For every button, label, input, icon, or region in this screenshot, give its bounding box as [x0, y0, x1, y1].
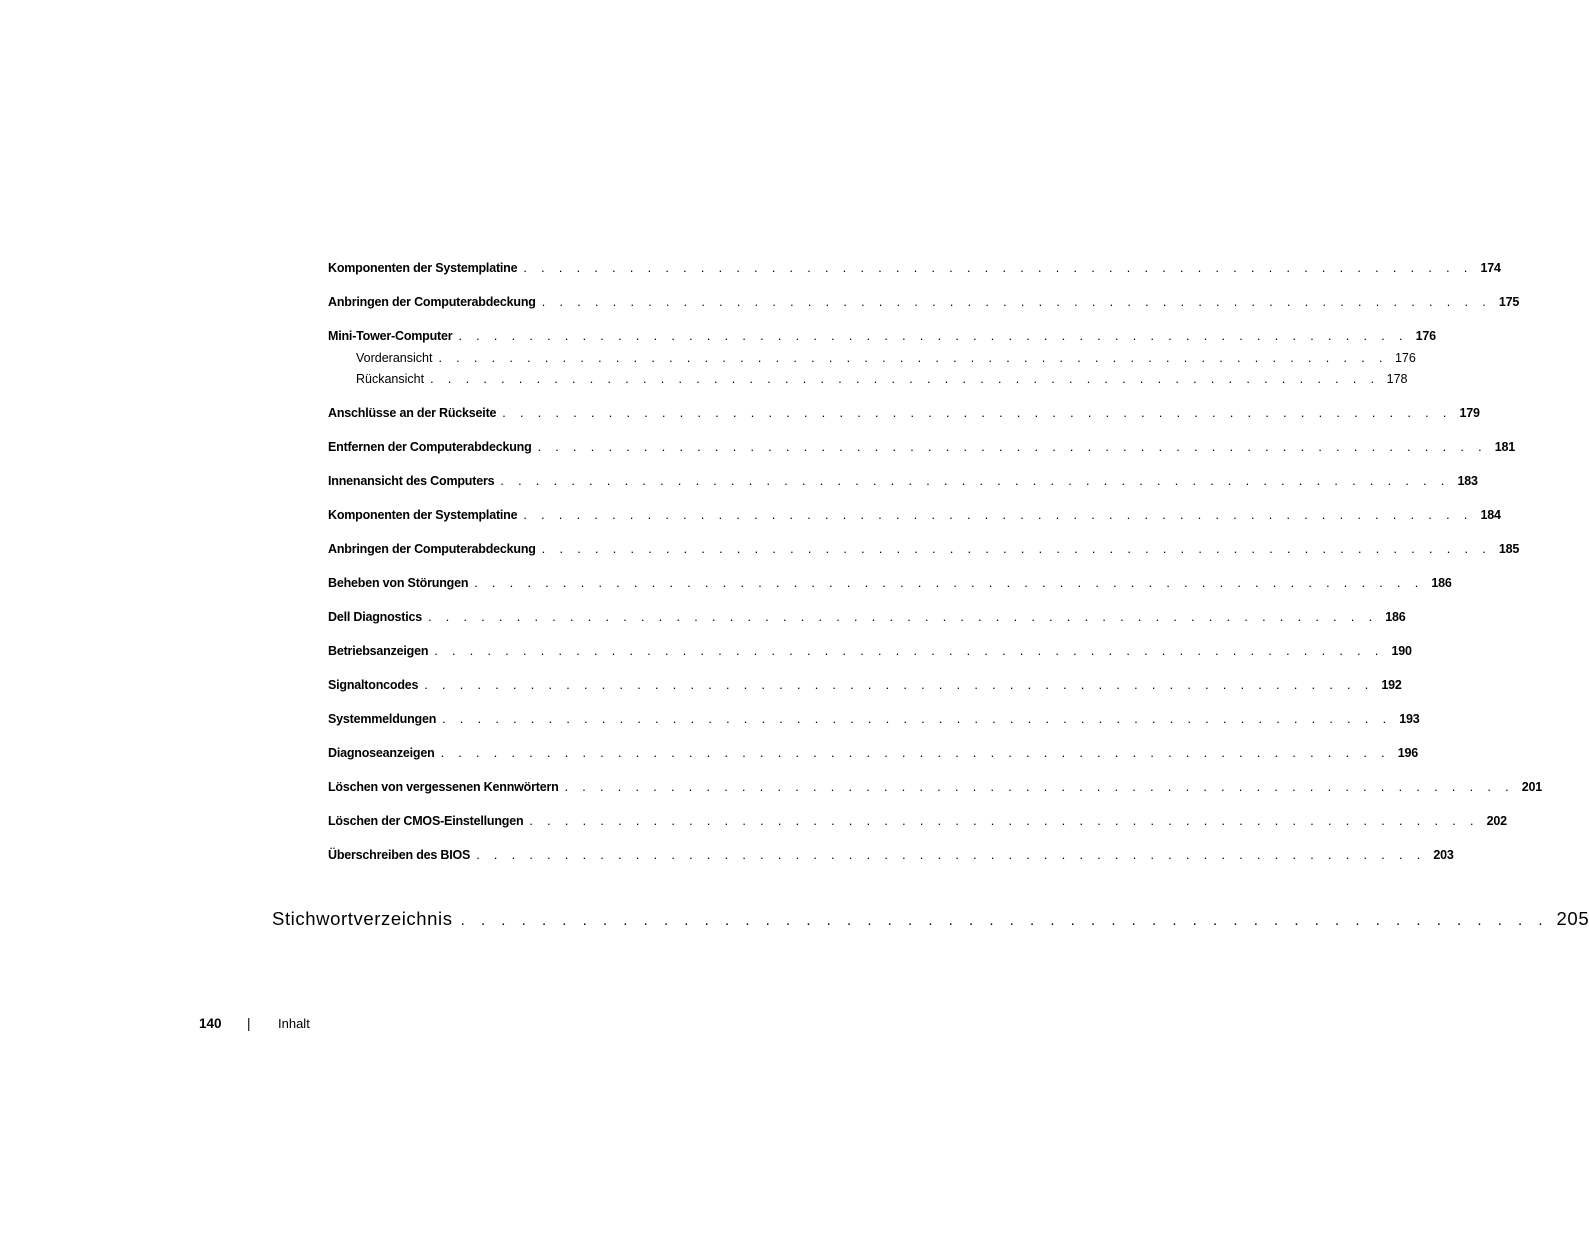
toc-entry-page: 181 — [1494, 440, 1515, 454]
toc-entry[interactable] — [328, 846, 1454, 864]
dot-leader: . . . . . . . . . . . . . . . . . . . . . . . . . . . . . . . . . . . . . . . . . . . . . . . . . . . . . . — [541, 295, 1492, 309]
toc-entry[interactable] — [328, 710, 1420, 728]
dot-leader: . . . . . . . . . . . . . . . . . . . . . . . . . . . . . . . . . . . . . . . . . . . . . . . . . . . . . . — [476, 848, 1426, 862]
toc-entry-page: 185 — [1498, 542, 1520, 556]
toc-entry-title: Innenansicht des Computers — [328, 474, 495, 488]
chapter-page-number: 205 — [1556, 908, 1589, 929]
toc-entry-title: Überschreiben des BIOS — [328, 848, 471, 862]
toc-entry-title: Dell Diagnostics — [328, 610, 423, 624]
toc-entry-title: Mini-Tower-Computer — [328, 329, 453, 343]
toc-entry-page: 192 — [1381, 678, 1402, 692]
dot-leader: . . . . . . . . . . . . . . . . . . . . . . . . . . . . . . . . . . . . . . . . . . . . . . . . . . . . . . — [474, 576, 1424, 590]
toc-entry-title: Komponenten der Systemplatine — [328, 508, 518, 522]
toc-entry-title: Anbringen der Computerabdeckung — [328, 295, 536, 309]
dot-leader: . . . . . . . . . . . . . . . . . . . . . . . . . . . . . . . . . . . . . . . . . . . . . . . . . . . . . . — [529, 814, 1479, 828]
toc-entry-page: 202 — [1486, 814, 1507, 828]
toc-subentry[interactable] — [328, 349, 1416, 367]
footer-section-label: Inhalt — [278, 1016, 310, 1031]
toc-entry-page: 186 — [1431, 576, 1452, 590]
toc-subentry-page: 178 — [1386, 372, 1408, 386]
dot-leader: . . . . . . . . . . . . . . . . . . . . . . . . . . . . . . . . . . . . . . . . . . . . . . . . . . . . . . — [430, 372, 1380, 386]
dot-leader: . . . . . . . . . . . . . . . . . . . . . . . . . . . . . . . . . . . . . . . . . . . . . . . . . . . . . . — [442, 712, 1392, 726]
dot-leader: . . . . . . . . . . . . . . . . . . . . . . . . . . . . . . . . . . . . . . . . . . . . . . . . . . . . . . — [523, 261, 1473, 275]
dot-leader: . . . . . . . . . . . . . . . . . . . . . . . . . . . . . . . . . . . . . . . . . . . . . . . . . . . . . . — [500, 474, 1450, 488]
toc-entry-page: 175 — [1498, 295, 1520, 309]
toc-entry-title: Entfernen der Computerabdeckung — [328, 440, 532, 454]
dot-leader: . . . . . . . . . . . . . . . . . . . . . . . . . . . . . . . . . . . . . . . . . . . . . . . . . . . . . . — [434, 644, 1384, 658]
dot-leader: . . . . . . . . . . . . . . . . . . . . . . . . . . . . . . . . . . . . . . . . . . . . . . . . . . . . . . — [541, 542, 1492, 556]
toc-entry[interactable] — [328, 327, 1436, 345]
toc-entry[interactable] — [328, 472, 1478, 490]
dot-leader: . . . . . . . . . . . . . . . . . . . . . . . . . . . . . . . . . . . . . . . . . . . . . . . . . . . . . . — [537, 440, 1487, 454]
toc-entry-page: 176 — [1415, 329, 1436, 343]
toc-entry-title: Betriebsanzeigen — [328, 644, 429, 658]
toc-entry[interactable] — [328, 259, 1501, 277]
dot-leader: . . . . . . . . . . . . . . . . . . . . . . . . . . . . . . . . . . . . . . . . . . . . . . . . . . . . . . — [438, 351, 1388, 365]
dot-leader: . . . . . . . . . . . . . . . . . . . . . . . . . . . . . . . . . . . . . . . . . . . . . . . . . . . . . . — [460, 912, 1549, 929]
toc-entry[interactable] — [328, 540, 1520, 558]
toc-entry-title: Löschen von vergessenen Kennwörtern — [328, 780, 559, 794]
dot-leader: . . . . . . . . . . . . . . . . . . . . . . . . . . . . . . . . . . . . . . . . . . . . . . . . . . . . . . — [458, 329, 1408, 343]
toc-subentry-title: Vorderansicht — [356, 351, 433, 365]
toc-entry-title: Systemmeldungen — [328, 712, 437, 726]
toc-entry[interactable] — [328, 642, 1412, 660]
toc-subentry-title: Rückansicht — [356, 372, 425, 386]
toc-entry[interactable] — [328, 293, 1520, 311]
toc-entry-title: Komponenten der Systemplatine — [328, 261, 518, 275]
toc-entry-page: 201 — [1521, 780, 1542, 794]
toc-entry-title: Diagnoseanzeigen — [328, 746, 435, 760]
toc-entry[interactable] — [328, 574, 1452, 592]
toc-entry-title: Anbringen der Computerabdeckung — [328, 542, 536, 556]
toc-entry[interactable] — [328, 778, 1542, 796]
toc-entry-page: 179 — [1459, 406, 1480, 420]
toc-entry-page: 193 — [1399, 712, 1420, 726]
toc-subentry[interactable] — [328, 370, 1408, 388]
dot-leader: . . . . . . . . . . . . . . . . . . . . . . . . . . . . . . . . . . . . . . . . . . . . . . . . . . . . . . — [564, 780, 1514, 794]
toc-entry[interactable] — [328, 608, 1406, 626]
toc-entry-title: Signaltoncodes — [328, 678, 419, 692]
chapter-title: Stichwortverzeichnis — [272, 908, 453, 929]
toc-entry-title: Löschen der CMOS-Einstellungen — [328, 814, 524, 828]
toc-subentry-page: 176 — [1394, 351, 1416, 365]
table-of-contents — [328, 259, 1542, 880]
toc-entry[interactable] — [328, 812, 1507, 830]
toc-entry-page: 190 — [1391, 644, 1412, 658]
dot-leader: . . . . . . . . . . . . . . . . . . . . . . . . . . . . . . . . . . . . . . . . . . . . . . . . . . . . . . — [440, 746, 1390, 760]
dot-leader: . . . . . . . . . . . . . . . . . . . . . . . . . . . . . . . . . . . . . . . . . . . . . . . . . . . . . . — [424, 678, 1374, 692]
toc-entry-title: Anschlüsse an der Rückseite — [328, 406, 497, 420]
toc-entry-page: 183 — [1457, 474, 1478, 488]
toc-entry-page: 196 — [1397, 746, 1418, 760]
toc-entry-title: Beheben von Störungen — [328, 576, 469, 590]
chapter-entry-index[interactable] — [272, 906, 1589, 934]
toc-entry-page: 184 — [1480, 508, 1501, 522]
toc-entry-page: 174 — [1480, 261, 1501, 275]
toc-entry-page: 186 — [1385, 610, 1406, 624]
toc-entry[interactable] — [328, 676, 1402, 694]
dot-leader: . . . . . . . . . . . . . . . . . . . . . . . . . . . . . . . . . . . . . . . . . . . . . . . . . . . . . . — [502, 406, 1452, 420]
toc-entry-page: 203 — [1433, 848, 1454, 862]
toc-entry[interactable] — [328, 506, 1501, 524]
footer-page-number: 140 — [199, 1016, 222, 1031]
footer-separator: | — [247, 1016, 251, 1031]
toc-entry[interactable] — [328, 438, 1515, 456]
toc-entry[interactable] — [328, 744, 1418, 762]
dot-leader: . . . . . . . . . . . . . . . . . . . . . . . . . . . . . . . . . . . . . . . . . . . . . . . . . . . . . . — [523, 508, 1473, 522]
toc-entry[interactable] — [328, 404, 1480, 422]
dot-leader: . . . . . . . . . . . . . . . . . . . . . . . . . . . . . . . . . . . . . . . . . . . . . . . . . . . . . . — [428, 610, 1378, 624]
